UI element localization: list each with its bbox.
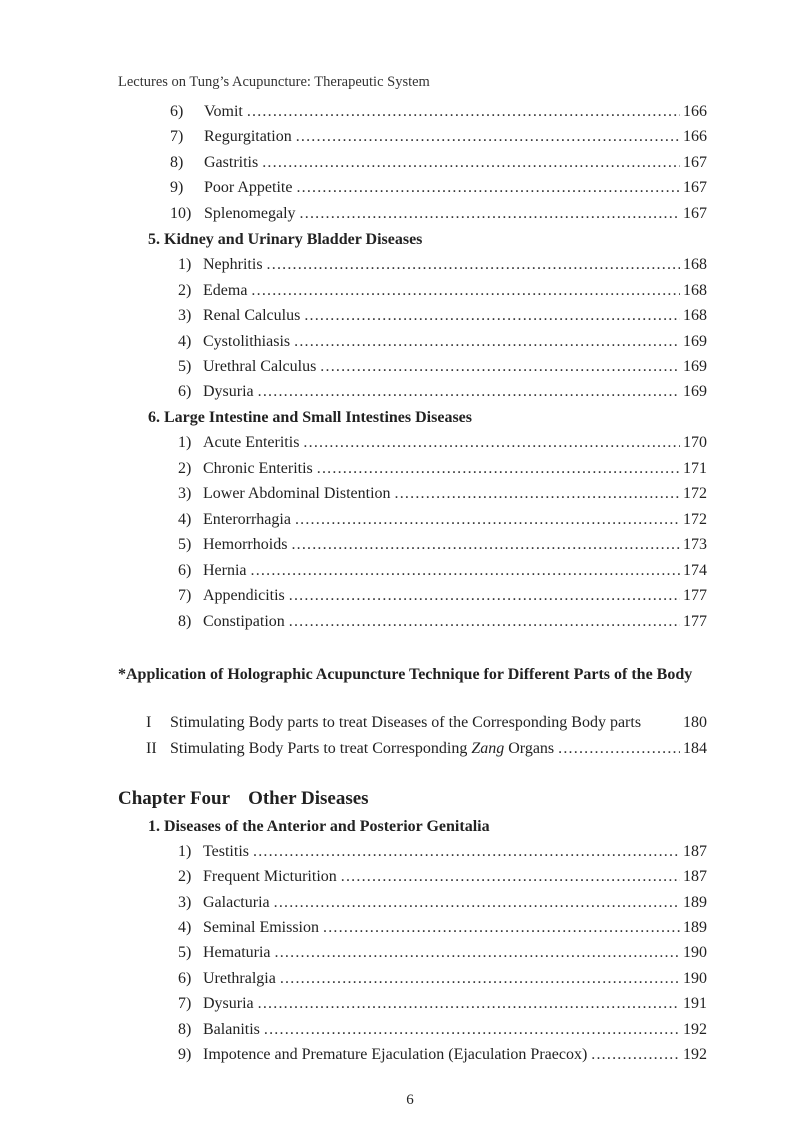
entry-number: 7) [178,587,192,604]
dot-leader [317,458,680,480]
entry-title: Impotence and Premature Ejaculation (Ejaculation Praecox) [203,1046,588,1063]
toc-entry[interactable] [178,280,707,302]
entry-number: II [146,740,157,757]
entry-number: 2) [178,282,192,299]
entry-number: 1) [178,256,192,273]
toc-entry[interactable] [170,203,707,225]
entry-page-number: 187 [683,868,707,885]
entry-number: 1) [178,843,192,860]
page-number: 6 [406,1092,414,1108]
dot-leader [258,993,680,1015]
dot-leader [251,560,680,582]
entry-title: Dysuria [203,995,254,1012]
entry-title: Appendicitis [203,587,285,604]
entry-title: Enterorrhagia [203,511,291,528]
toc-entry[interactable] [178,356,707,378]
dot-leader [558,738,680,760]
dot-leader [247,101,680,123]
entry-number: 8) [178,613,192,630]
entry-number: 6) [170,103,184,120]
entry-title: Stimulating Body Parts to treat Corresponding Zang Organs [170,740,555,757]
entry-title: Galacturia [203,894,270,911]
entry-page-number: 192 [683,1046,707,1063]
entry-page-number: 169 [683,358,707,375]
dot-leader [300,203,680,225]
dot-leader [264,1019,680,1041]
dot-leader [274,892,680,914]
toc-entry[interactable] [170,152,707,174]
toc-entry[interactable] [178,585,707,607]
holographic-heading[interactable]: *Application of Holographic Acupuncture Technique for Different Parts of the Body [118,666,693,683]
toc-entry[interactable] [178,331,707,353]
entry-title: Testitis [203,843,249,860]
entry-title: Hemorrhoids [203,536,288,553]
entry-page-number: 173 [683,536,707,553]
dot-leader [275,942,680,964]
entry-page-number: 170 [683,434,707,451]
entry-title: Urethralgia [203,970,276,987]
entry-page-number: 167 [683,154,707,171]
entry-number: 2) [178,460,192,477]
dot-leader [253,841,680,863]
entry-title: Constipation [203,613,285,630]
entry-page-number: 189 [683,919,707,936]
toc-entry[interactable] [178,917,707,939]
entry-page-number: 184 [683,740,707,757]
toc-entry[interactable] [178,509,707,531]
dot-leader [267,254,680,276]
entry-page-number: 166 [683,103,707,120]
entry-number: 5) [178,358,192,375]
entry-title: Edema [203,282,248,299]
toc-entry[interactable] [178,483,707,505]
dot-leader [296,177,680,199]
entry-title: Chronic Enteritis [203,460,313,477]
dot-leader [591,1044,680,1066]
entry-page-number: 167 [683,205,707,222]
entry-number: 4) [178,333,192,350]
toc-entry[interactable] [170,177,707,199]
entry-title: Regurgitation [204,128,292,145]
entry-title: Urethral Calculus [203,358,317,375]
entry-page-number: 190 [683,944,707,961]
toc-entry[interactable] [178,1044,707,1066]
dot-leader [289,585,680,607]
entry-number: 4) [178,511,192,528]
entry-page-number: 177 [683,613,707,630]
entry-page-number: 166 [683,128,707,145]
dot-leader [262,152,680,174]
entry-title: Acute Enteritis [203,434,300,451]
dot-leader [296,126,680,148]
toc-entry[interactable] [178,254,707,276]
entry-page-number: 190 [683,970,707,987]
toc-entry[interactable] [178,432,707,454]
entry-page-number: 171 [683,460,707,477]
entry-page-number: 172 [683,511,707,528]
entry-number: 10) [170,205,192,222]
entry-number: 4) [178,919,192,936]
entry-number: 6) [178,970,192,987]
entry-number: 6) [178,383,192,400]
dot-leader [251,280,680,302]
toc-entry[interactable] [178,458,707,480]
entry-number: 8) [178,1021,192,1038]
entry-number: 3) [178,894,192,911]
entry-page-number: 169 [683,333,707,350]
entry-number: 9) [170,179,184,196]
dot-leader [258,381,680,403]
toc-entry[interactable] [178,942,707,964]
entry-title: Vomit [204,103,243,120]
entry-page-number: 187 [683,843,707,860]
toc-entry[interactable] [178,841,707,863]
toc-entry[interactable] [178,866,707,888]
entry-title: Dysuria [203,383,254,400]
toc-entry[interactable] [178,1019,707,1041]
entry-title: Seminal Emission [203,919,319,936]
entry-number: 9) [178,1046,192,1063]
entry-number: 8) [170,154,184,171]
entry-number: 7) [178,995,192,1012]
section-heading[interactable]: 1. Diseases of the Anterior and Posterior Genitalia [148,818,490,835]
entry-number: 3) [178,485,192,502]
dot-leader [395,483,680,505]
entry-title: Stimulating Body parts to treat Diseases of the Corresponding Body parts [170,714,642,731]
dot-leader [303,432,680,454]
toc-entry[interactable] [178,381,707,403]
toc-entry[interactable] [146,712,707,734]
entry-page-number: 192 [683,1021,707,1038]
toc-entry[interactable] [178,993,707,1015]
dot-leader [294,331,680,353]
entry-title: Splenomegaly [204,205,296,222]
dot-leader [320,356,680,378]
entry-page-number: 167 [683,179,707,196]
entry-number: 1) [178,434,192,451]
entry-number: 5) [178,944,192,961]
entry-page-number: 191 [683,995,707,1012]
entry-number: 6) [178,562,192,579]
entry-title: Cystolithiasis [203,333,291,350]
running-head: Lectures on Tung’s Acupuncture: Therapeutic System [118,74,430,90]
toc-entry[interactable] [178,611,707,633]
entry-page-number: 189 [683,894,707,911]
entry-title: Frequent Micturition [203,868,337,885]
toc-entry[interactable] [178,892,707,914]
entry-title: Hematuria [203,944,271,961]
toc-entry[interactable] [178,305,707,327]
toc-entry[interactable] [170,101,707,123]
entry-title: Balanitis [203,1021,260,1038]
entry-title: Lower Abdominal Distention [203,485,391,502]
toc-entry[interactable] [146,738,707,760]
entry-page-number: 168 [683,256,707,273]
section-heading[interactable]: 5. Kidney and Urinary Bladder Diseases [148,231,423,248]
toc-entry[interactable] [178,560,707,582]
entry-title: Poor Appetite [204,179,293,196]
dot-leader [295,509,680,531]
dot-leader [304,305,680,327]
entry-page-number: 168 [683,282,707,299]
entry-number: 3) [178,307,192,324]
entry-number: 7) [170,128,184,145]
entry-number: 2) [178,868,192,885]
chapter-label: Chapter Four [118,788,231,809]
entry-title: Hernia [203,562,247,579]
dot-leader [280,968,680,990]
chapter-title: Other Diseases [248,788,369,809]
entry-page-number: 172 [683,485,707,502]
entry-title: Gastritis [204,154,259,171]
entry-title: Renal Calculus [203,307,301,324]
toc-entry[interactable] [178,534,707,556]
emphasis-text: Zang [471,740,505,757]
dot-leader [341,866,680,888]
entry-page-number: 169 [683,383,707,400]
entry-page-number: 177 [683,587,707,604]
entry-page-number: 168 [683,307,707,324]
section-heading[interactable]: 6. Large Intestine and Small Intestines Diseases [148,409,473,426]
entry-page-number: 180 [683,714,707,731]
dot-leader [323,917,680,939]
dot-leader [289,611,680,633]
toc-entry[interactable] [178,968,707,990]
entry-number: I [146,714,152,731]
entry-page-number: 174 [683,562,707,579]
toc-entry[interactable] [170,126,707,148]
entry-title: Nephritis [203,256,263,273]
entry-number: 5) [178,536,192,553]
chapter-heading[interactable] [118,788,369,810]
dot-leader [291,534,680,556]
